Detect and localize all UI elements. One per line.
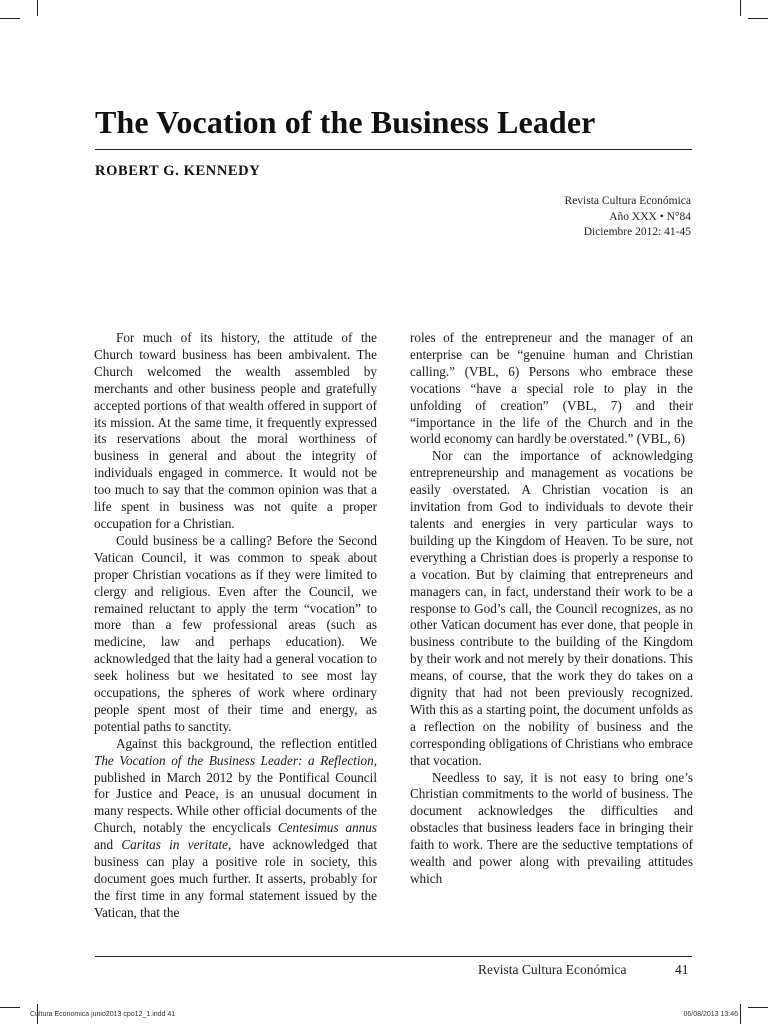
crop-mark [748,18,768,19]
paragraph: Could business be a calling? Before the Second Vatican Council, it was common to speak about proper Christian vocations as if they were limited to clergy and religious. Even after the Council, we remained reluctant to apply the term “vocation” to more than a few professional areas (such as medicine, law and perhaps education). We acknowledged that the laity had a general vocation to seek holiness but we hesitated to see most lay occupations, the spheres of work where ordinary people spent most of their time and energy, as potential paths to sanctity. [94,532,377,734]
print-slug-date: 06/08/2013 13:46 [683,1011,738,1018]
page-number: 41 [675,962,689,977]
crop-mark [0,1007,20,1008]
left-column [94,330,377,922]
document-title-italic: The Vocation of the Business Leader: a Reflection [94,752,374,768]
paragraph: Nor can the importance of acknowledging entrepreneurship and management as vocations be easily overstated. A Christian vocation is an invitation from God to individuals to devote their talents and energies in very particular ways to building up the Kingdom of Heaven. To be sure, not everything a Christian does is properly a response to a vocation. But by claiming that entrepreneurs and managers can, in fact, understand their work to be a response to God’s call, the Council recognizes, as no other Vatican document has ever done, that people in business contribute to the building of the Kingdom by their work and not merely by their donations. This means, of course, that the work they do takes on a dignity that had not been previously recognized. With this as a starting point, the document unfolds as a reflection on the nobility of business and the corresponding obligations of Christians who embrace that vocation. [410,448,693,768]
crop-mark [740,1004,741,1024]
crop-mark [0,18,20,19]
crop-mark [37,0,38,16]
right-column [410,330,693,888]
paragraph-text: , published in March 2012 by the Pontifical Council for Justice and Peace, is an unusual document in many respects. While other official documents of the Church, notably the encyclicals [94,752,377,836]
paragraph [94,736,377,922]
journal-info [565,194,691,241]
paragraph-text: and [94,837,122,853]
print-slug-file: Cultura Economica junio2013 cpo12_1.indd 41 [30,1011,176,1018]
paragraph-text: Against this background, the reflection entitled [116,735,377,751]
journal-date-pages: Diciembre 2012: 41-45 [583,226,691,238]
paragraph: roles of the entrepreneur and the manager of an enterprise can be “genuine human and Christian calling.” (VBL, 6) Persons who embrace these vocations “have a special role to play in the unfolding of creation” (VBL, 7) and their “importance in the life of the Church and in the world economy can hardly be overstated.” (VBL, 6) [410,330,693,447]
crop-mark [740,0,741,16]
article-title: The Vocation of the Business Leader [95,104,596,140]
footer-rule [95,956,692,957]
paragraph: For much of its history, the attitude of the Church toward business has been ambivalent. The Church welcomed the wealth assembled by merchants and other business people and gratefully accepted portions of that wealth offered in support of its mission. At the same time, it frequently expressed its reservations about the moral worthiness of business in general and about the integrity of individuals engaged in commerce. It would not be too much to say that the common opinion was that a life spent in business was not quite a proper occupation for a Christian. [94,330,377,531]
crop-mark [748,1007,768,1008]
journal-volume: Año XXX • N°84 [609,210,691,223]
title-rule [95,149,692,150]
author-name: ROBERT G. KENNEDY [95,163,261,179]
paragraph-text: , have acknowledged that business can play a positive role in society, this document goes much further. It asserts, probably for the first time in any formal statement issued by the Vatican, that the [94,837,377,920]
encyclical-title-italic: Centesimus annus [277,820,378,836]
paragraph: Needless to say, it is not easy to bring one’s Christian commitments to the world of business. The document acknowledges the difficulties and obstacles that business leaders face in bringing their faith to work. There are the seductive temptations of wealth and power along with prevailing attitudes which [410,769,693,886]
journal-name: Revista Cultura Económica [564,195,691,207]
footer-journal-name: Revista Cultura Económica [478,962,627,977]
encyclical-title-italic: Caritas in veritate [121,837,229,853]
